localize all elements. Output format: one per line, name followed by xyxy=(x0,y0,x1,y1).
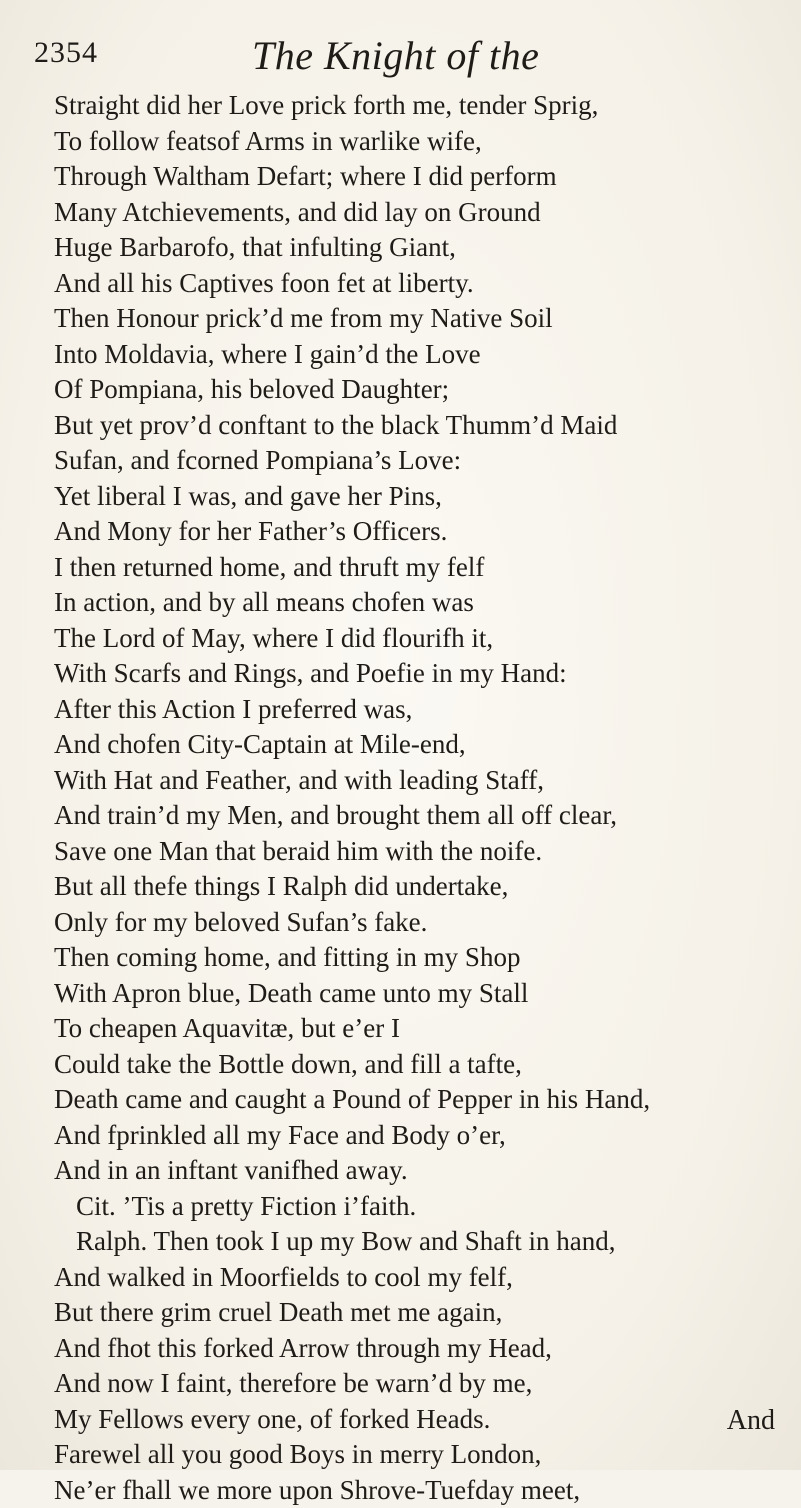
verse-line: To follow featsof Arms in warlike wife, xyxy=(54,124,794,160)
verse-line: And in an inftant vanifhed away. xyxy=(54,1153,794,1189)
catchword: And xyxy=(727,1405,775,1437)
verse-line: Through Waltham Defart; where I did perform xyxy=(54,159,794,195)
verse-line: With Apron blue, Death came unto my Stall xyxy=(54,976,794,1012)
verse-line: Into Moldavia, where I gain’d the Love xyxy=(54,337,794,373)
verse-line: Many Atchievements, and did lay on Ground xyxy=(54,195,794,231)
verse-line: Death came and caught a Pound of Pepper in his Hand, xyxy=(54,1082,794,1118)
verse-line: Save one Man that beraid him with the noife. xyxy=(54,834,794,870)
verse-line: I then returned home, and thruft my felf xyxy=(54,550,794,586)
verse-line: The Lord of May, where I did flourifh it, xyxy=(54,621,794,657)
verse-line: Ne’er fhall we more upon Shrove-Tuefday meet, xyxy=(54,1473,794,1508)
verse-line: My Fellows every one, of forked Heads. xyxy=(54,1402,794,1438)
verse-line: And Mony for her Father’s Officers. xyxy=(54,514,794,550)
verse-line: But there grim cruel Death met me again, xyxy=(54,1295,794,1331)
verse-line: And now I faint, therefore be warn’d by me, xyxy=(54,1366,794,1402)
verse-line: With Scarfs and Rings, and Poefie in my Hand: xyxy=(54,656,794,692)
verse-line: And chofen City-Captain at Mile-end, xyxy=(54,727,794,763)
verse-line: And fprinkled all my Face and Body o’er, xyxy=(54,1118,794,1154)
verse-line: To cheapen Aquavitæ, but e’er I xyxy=(54,1011,794,1047)
verse-line: And walked in Moorfields to cool my felf, xyxy=(54,1260,794,1296)
speaker-line: Cit. ’Tis a pretty Fiction i’faith. xyxy=(54,1189,794,1225)
verse-text-block xyxy=(54,88,794,1508)
verse-line: Then Honour prick’d me from my Native Soil xyxy=(54,301,794,337)
verse-line: But yet prov’d conftant to the black Thumm’d Maid xyxy=(54,408,794,444)
verse-line: Only for my beloved Sufan’s fake. xyxy=(54,905,794,941)
verse-line: And all his Captives foon fet at liberty. xyxy=(54,266,794,302)
verse-line: Then coming home, and fitting in my Shop xyxy=(54,940,794,976)
running-title: The Knight of the xyxy=(252,32,539,79)
verse-line: Straight did her Love prick forth me, tender Sprig, xyxy=(54,88,794,124)
verse-line: With Hat and Feather, and with leading Staff, xyxy=(54,763,794,799)
speaker-line: Ralph. Then took I up my Bow and Shaft in hand, xyxy=(54,1224,794,1260)
verse-line: And fhot this forked Arrow through my Head, xyxy=(54,1331,794,1367)
verse-line: After this Action I preferred was, xyxy=(54,692,794,728)
verse-line: Sufan, and fcorned Pompiana’s Love: xyxy=(54,443,794,479)
verse-line: But all thefe things I Ralph did undertake, xyxy=(54,869,794,905)
verse-line: Farewel all you good Boys in merry London, xyxy=(54,1437,794,1473)
verse-line: Of Pompiana, his beloved Daughter; xyxy=(54,372,794,408)
verse-line: Huge Barbarofo, that infulting Giant, xyxy=(54,230,794,266)
verse-line: Yet liberal I was, and gave her Pins, xyxy=(54,479,794,515)
verse-line: Could take the Bottle down, and fill a tafte, xyxy=(54,1047,794,1083)
verse-line: In action, and by all means chofen was xyxy=(54,585,794,621)
page-number: 2354 xyxy=(34,36,98,70)
verse-line: And train’d my Men, and brought them all off clear, xyxy=(54,798,794,834)
page-header xyxy=(34,30,774,74)
